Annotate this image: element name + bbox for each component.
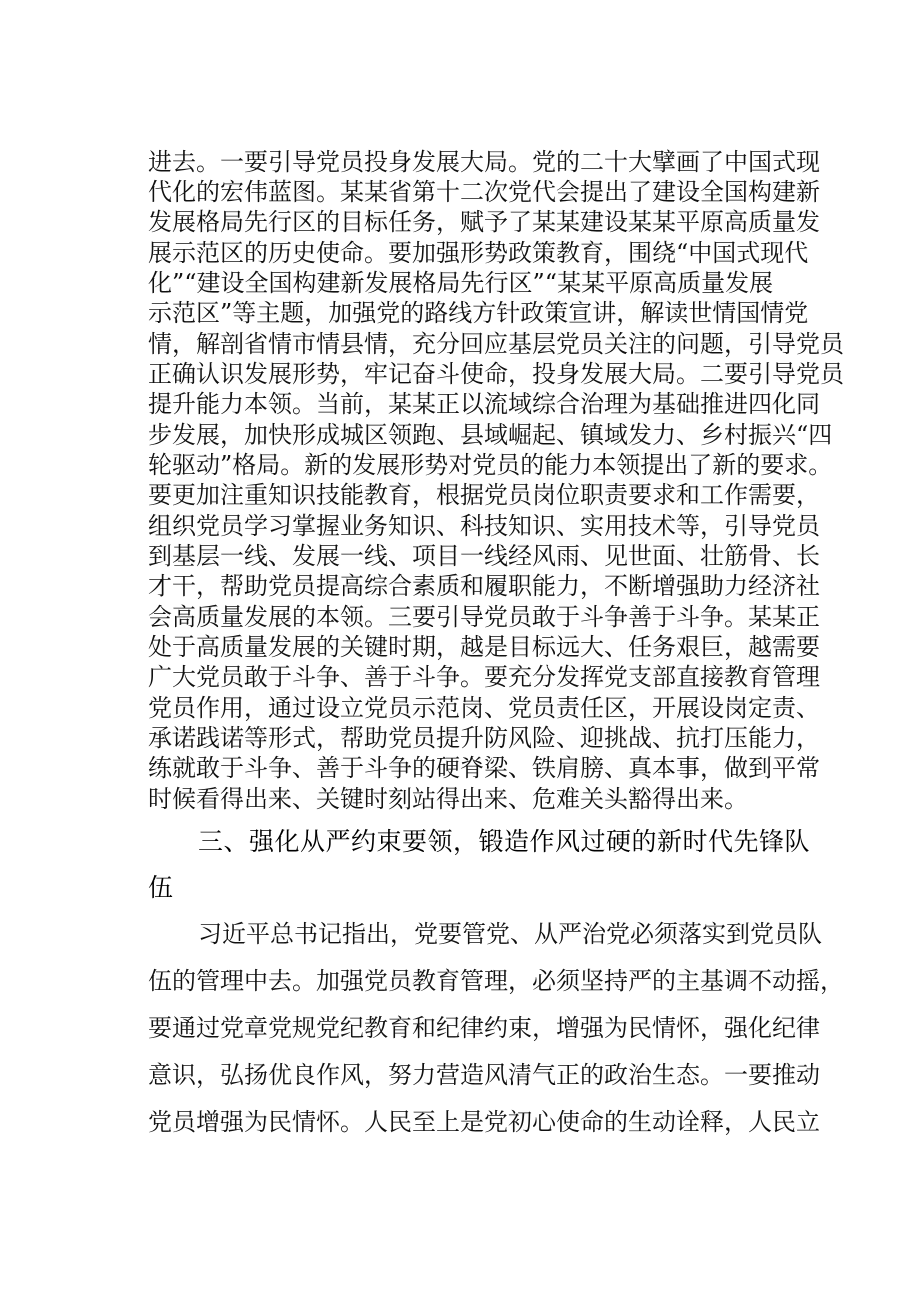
paragraph-line: 展示范区的历史使命。要加强形势政策教育，围绕“中国式现代	[148, 239, 809, 267]
paragraph-line: 承诺践诺等形式，帮助党员提升防风险、迎挑战、抗打压能力，	[148, 724, 820, 752]
paragraph-line: 会高质量发展的本领。三要引导党员敢于斗争善于斗争。某某正	[148, 603, 820, 631]
paragraph-line: 习近平总书记指出，党要管党、从严治党必须落实到党员队	[198, 920, 822, 948]
paragraph-line: 代化的宏伟蓝图。某某省第十二次党代会提出了建设全国构建新	[148, 178, 820, 206]
paragraph-line: 示范区”等主题，加强党的路线方针政策宣讲，解读世情国情党	[148, 299, 809, 327]
paragraph-line: 步发展，加快形成城区领跑、县域崛起、镇域发力、乡村振兴“四	[148, 421, 833, 449]
section-heading-continuation: 伍	[148, 873, 174, 902]
paragraph-line: 发展格局先行区的目标任务，赋予了某某建设某某平原高质量发	[148, 208, 820, 236]
paragraph-line: 到基层一线、发展一线、项目一线经风雨、见世面、壮筋骨、长	[148, 542, 820, 570]
paragraph-line: 提升能力本领。当前，某某正以流域综合治理为基础推进四化同	[148, 390, 820, 418]
paragraph-line: 轮驱动”格局。新的发展形势对党员的能力本领提出了新的要求。	[148, 451, 833, 479]
paragraph-line: 时候看得出来、关键时刻站得出来、危难关头豁得出来。	[148, 785, 748, 813]
paragraph-line: 正确认识发展形势，牢记奋斗使命，投身发展大局。二要引导党员	[148, 360, 844, 388]
paragraph-line: 才干，帮助党员提高综合素质和履职能力，不断增强助力经济社	[148, 572, 820, 600]
paragraph-line: 伍的管理中去。加强党员教育管理，必须坚持严的主基调不动摇，	[148, 967, 844, 995]
paragraph-line: 党员作用，通过设立党员示范岗、党员责任区，开展设岗定责、	[148, 694, 820, 722]
paragraph-line: 练就敢于斗争、善于斗争的硬脊梁、铁肩膀、真本事，做到平常	[148, 754, 820, 782]
paragraph-line: 组织党员学习掌握业务知识、科技知识、实用技术等，引导党员	[148, 512, 820, 540]
paragraph-line: 处于高质量发展的关键时期，越是目标远大、任务艰巨，越需要	[148, 633, 820, 661]
section-heading: 三、强化从严约束要领，锻造作风过硬的新时代先锋队	[198, 827, 811, 856]
paragraph-line: 要更加注重知识技能教育，根据党员岗位职责要求和工作需要，	[148, 481, 820, 509]
paragraph-line: 要通过党章党规党纪教育和纪律约束，增强为民情怀，强化纪律	[148, 1014, 820, 1042]
paragraph-line: 党员增强为民情怀。人民至上是党初心使命的生动诠释，人民立	[148, 1108, 820, 1136]
paragraph-line: 化”“建设全国构建新发展格局先行区”“某某平原高质量发展	[148, 269, 774, 297]
paragraph-line: 广大党员敢于斗争、善于斗争。要充分发挥党支部直接教育管理	[148, 663, 820, 691]
paragraph-line: 意识，弘扬优良作风，努力营造风清气正的政治生态。一要推动	[148, 1061, 820, 1089]
paragraph-line: 进去。一要引导党员投身发展大局。党的二十大擘画了中国式现	[148, 148, 820, 176]
paragraph-line: 情，解剖省情市情县情，充分回应基层党员关注的问题，引导党员	[148, 330, 844, 358]
